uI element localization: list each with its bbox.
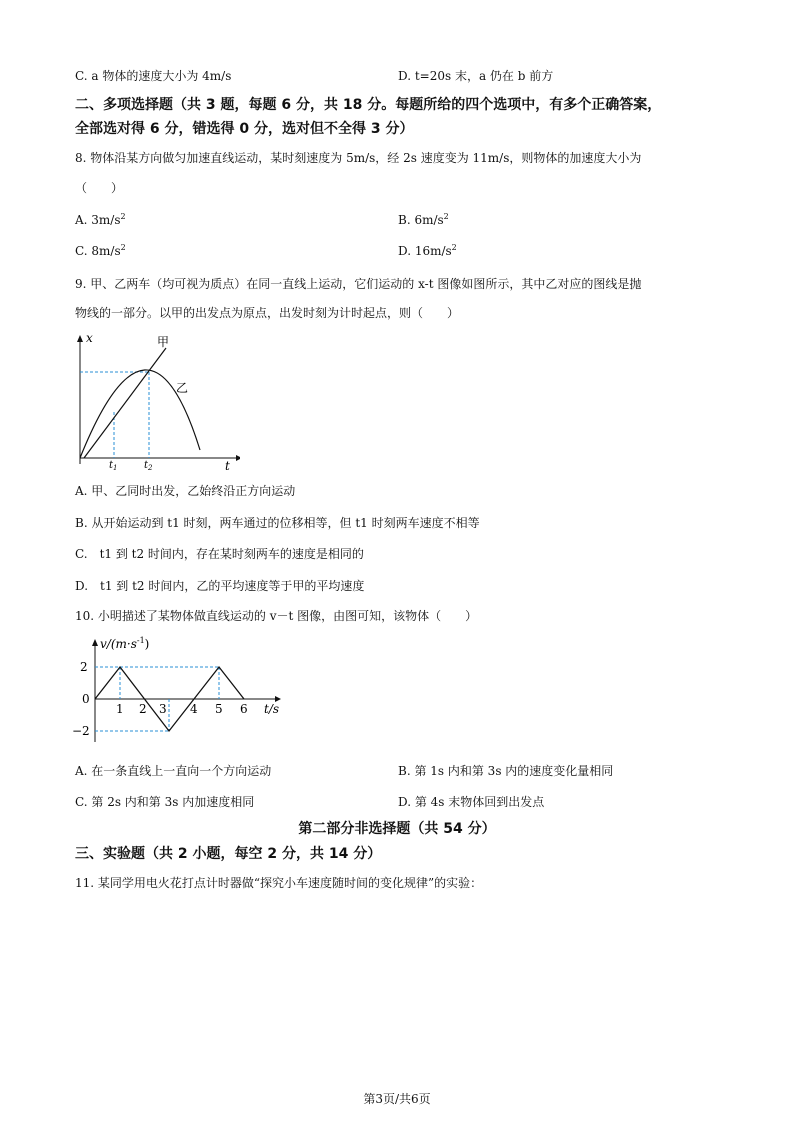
section2-heading-line2: 全部选对得 6 分，错选得 0 分，选对但不全得 3 分） [75,121,414,137]
q9-option-d: D. t1 到 t2 时间内，乙的平均速度等于甲的平均速度 [75,579,365,593]
option-c-prev: C. a 物体的速度大小为 4m/s [75,69,232,83]
q10-y-tick-0: 0 [82,692,90,706]
q8-option-a: A. $3m/s^2$ [75,212,126,227]
q9-t1-label: $t_1$ [109,460,118,470]
q10-x-tick-2: 2 [139,702,147,716]
q9-y-label: x [86,331,93,345]
q9-stem-line1: 9. 甲、乙两车（均可视为质点）在同一直线上运动，它们运动的 x-t 图像如图所示，其中乙对应的图线是抛 [75,277,642,291]
q10-x-tick-5: 5 [215,702,223,716]
q9-x-label: t [225,459,230,470]
part2-title: 第二部分非选择题（共 54 分） [298,821,496,837]
page-footer: 第3页/共6页 [363,1092,431,1106]
q10-y-label: $v/(m\cdot s^{-1})$ [100,636,150,651]
q10-stem: 10. 小明描述了某物体做直线运动的 v－t 图像，由图可知，该物体（ ） [75,609,478,623]
q10-option-a: A. 在一条直线上一直向一个方向运动 [75,764,272,778]
q9-option-c: C. t1 到 t2 时间内，存在某时刻两车的速度是相同的 [75,547,364,561]
q10-option-d: D. 第 4s 末物体回到出发点 [398,795,545,809]
q8-stem: 8. 物体沿某方向做匀加速直线运动，某时刻速度为 5m/s，经 2s 速度变为 11m/s，则物体的加速度大小为 [75,151,642,165]
option-d-prev: D. t=20s 末，a 仍在 b 前方 [398,69,554,83]
q10-y-tick-minus2: −2 [72,724,90,738]
section2-heading-line1: 二、多项选择题（共 3 题，每题 6 分，共 18 分。每题所给的四个选项中，有多个正确答案， [75,97,662,113]
q10-option-b: B. 第 1s 内和第 3s 内的速度变化量相同 [398,764,614,778]
q9-option-a: A. 甲、乙同时出发，乙始终沿正方向运动 [75,484,296,498]
q9-line-jia [84,348,166,458]
q9-option-b: B. 从开始运动到 t1 时刻，两车通过的位移相等，但 t1 时刻两车速度不相等 [75,516,480,530]
q9-stem-line2: 物线的一部分。以甲的出发点为原点，出发时刻为计时起点，则（ ） [75,306,460,320]
q10-y-tick-2: 2 [80,660,88,674]
q10-x-tick-3: 3 [159,702,167,716]
q9-label-yi: 乙 [176,381,189,395]
q9-t2-label: $t_2$ [144,460,153,470]
q9-y-arrow [77,335,83,342]
q10-vt-graph [70,630,290,750]
q8-bracket: （ ） [75,181,124,195]
q10-option-c: C. 第 2s 内和第 3s 内加速度相同 [75,795,255,809]
q10-x-tick-1: 1 [116,702,124,716]
q11-stem: 11. 某同学用电火花打点计时器做“探究小车速度随时间的变化规律”的实验： [75,876,483,890]
q8-option-c: C. $8m/s^2$ [75,243,126,258]
q10-x-tick-6: 6 [240,702,248,716]
q9-x-arrow [236,455,240,461]
q10-x-tick-4: 4 [190,702,198,716]
q9-label-jia: 甲 [157,335,170,349]
q8-option-b: B. $6m/s^2$ [398,212,449,227]
q10-x-label: t/s [264,702,280,716]
section3-heading: 三、实验题（共 2 小题，每空 2 分，共 14 分） [75,846,382,862]
q9-xt-graph [70,330,240,470]
q10-v-arrow [92,639,98,646]
q8-option-d: D. $16m/s^2$ [398,243,457,258]
